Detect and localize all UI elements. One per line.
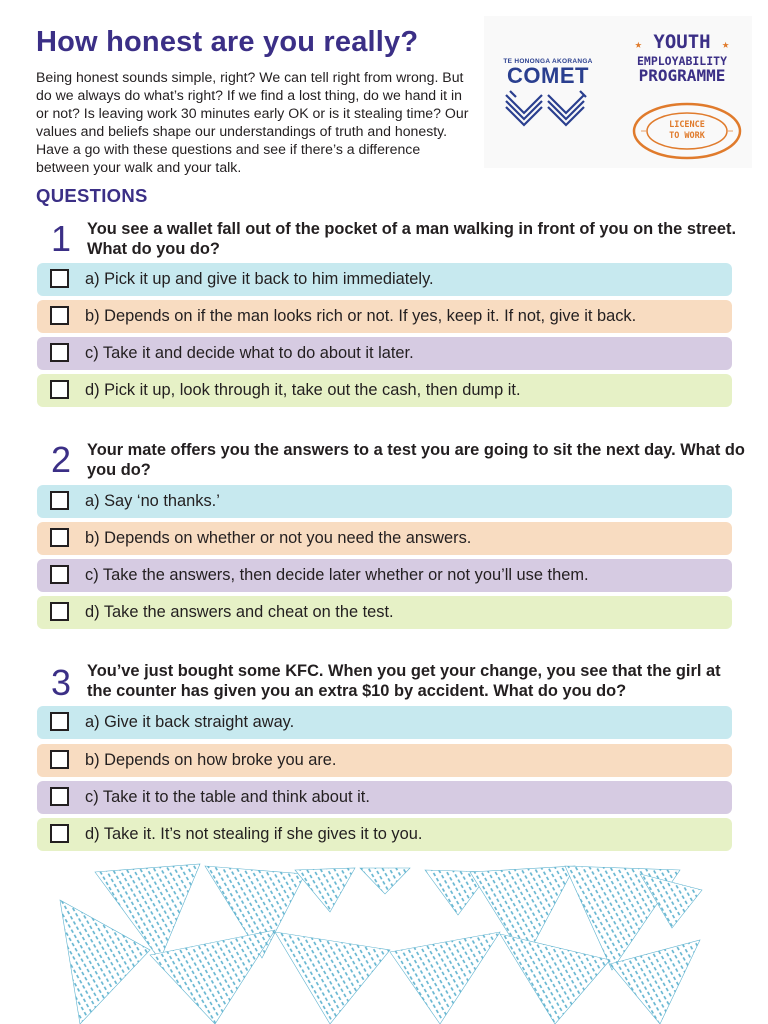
answer-label: d) Pick it up, look through it, take out the cash, then dump it. [85, 381, 521, 399]
checkbox[interactable] [50, 269, 69, 288]
answer-option[interactable] [37, 781, 732, 814]
answer-option[interactable] [37, 818, 732, 851]
answer-option[interactable] [37, 522, 732, 555]
checkbox[interactable] [50, 343, 69, 362]
comet-name: COMET [507, 63, 589, 88]
answer-option[interactable] [37, 744, 732, 777]
answer-label: a) Pick it up and give it back to him immediately. [85, 270, 434, 288]
answer-label: c) Take it to the table and think about it. [85, 788, 370, 806]
checkbox[interactable] [50, 565, 69, 584]
checkbox[interactable] [50, 712, 69, 731]
star-icon: ★ [722, 37, 730, 51]
checkbox[interactable] [50, 306, 69, 325]
yep-programme: PROGRAMME [638, 66, 726, 85]
checkbox[interactable] [50, 380, 69, 399]
comet-chevrons-icon [500, 87, 596, 131]
question-text: Your mate offers you the answers to a test you are going to sit the next day. What do you do? [87, 441, 745, 479]
answer-option[interactable] [37, 706, 732, 739]
answer-label: b) Depends on whether or not you need the answers. [85, 529, 472, 547]
checkbox[interactable] [50, 824, 69, 843]
licence-to-work-stamp [631, 102, 743, 160]
answer-option[interactable] [37, 374, 732, 407]
question-number: 1 [50, 218, 72, 259]
answer-option[interactable] [37, 559, 732, 592]
yep-youth: YOUTH [653, 31, 711, 53]
comet-logo [500, 58, 596, 136]
yep-employability: EMPLOYABILITY [636, 54, 727, 68]
answer-label: b) Depends on if the man looks rich or not. If yes, keep it. If not, give it back. [85, 307, 637, 325]
answer-option[interactable] [37, 300, 732, 333]
checkbox[interactable] [50, 787, 69, 806]
answer-label: d) Take it. It’s not stealing if she gives it to you. [85, 825, 423, 843]
intro-paragraph: Being honest sounds simple, right? We can tell right from wrong. But do we always do what’s right? If we find a lost thing, do we hand it in or not? Is leaving work 30 minutes early OK or is it stealing time? Our values and beliefs shape our understandings of truth and honesty. Have a go with these questions and see if there’s a difference between your walk and your talk. [36, 69, 469, 175]
star-icon: ★ [634, 37, 642, 51]
comet-tagline: TE HONONGA AKORANGA [503, 58, 593, 65]
bunting-decoration [0, 860, 768, 1024]
answer-option[interactable] [37, 485, 732, 518]
question-number: 3 [50, 662, 72, 703]
answer-option[interactable] [37, 596, 732, 629]
answer-label: a) Give it back straight away. [85, 713, 295, 731]
answer-label: c) Take it and decide what to do about it later. [85, 344, 414, 362]
checkbox[interactable] [50, 491, 69, 510]
answer-label: d) Take the answers and cheat on the test. [85, 603, 394, 621]
section-heading: QUESTIONS [36, 185, 148, 206]
answer-label: b) Depends on how broke you are. [85, 751, 337, 769]
question-number: 2 [50, 439, 72, 480]
question-text: You see a wallet fall out of the pocket of a man walking in front of you on the street. What do you do? [87, 220, 737, 258]
svg-text:TO WORK: TO WORK [669, 131, 705, 141]
checkbox[interactable] [50, 602, 69, 621]
answer-label: a) Say ‘no thanks.’ [85, 492, 220, 510]
answer-option[interactable] [37, 337, 732, 370]
youth-employability-logo [622, 32, 742, 84]
question-text: You’ve just bought some KFC. When you get your change, you see that the girl at the counter has given you an extra $10 by accident. What do you do? [87, 662, 721, 700]
answer-label: c) Take the answers, then decide later whether or not you’ll use them. [85, 566, 589, 584]
checkbox[interactable] [50, 750, 69, 769]
answer-option[interactable] [37, 263, 732, 296]
page-title: How honest are you really? [36, 26, 419, 58]
checkbox[interactable] [50, 528, 69, 547]
svg-text:LICENCE: LICENCE [669, 120, 705, 130]
